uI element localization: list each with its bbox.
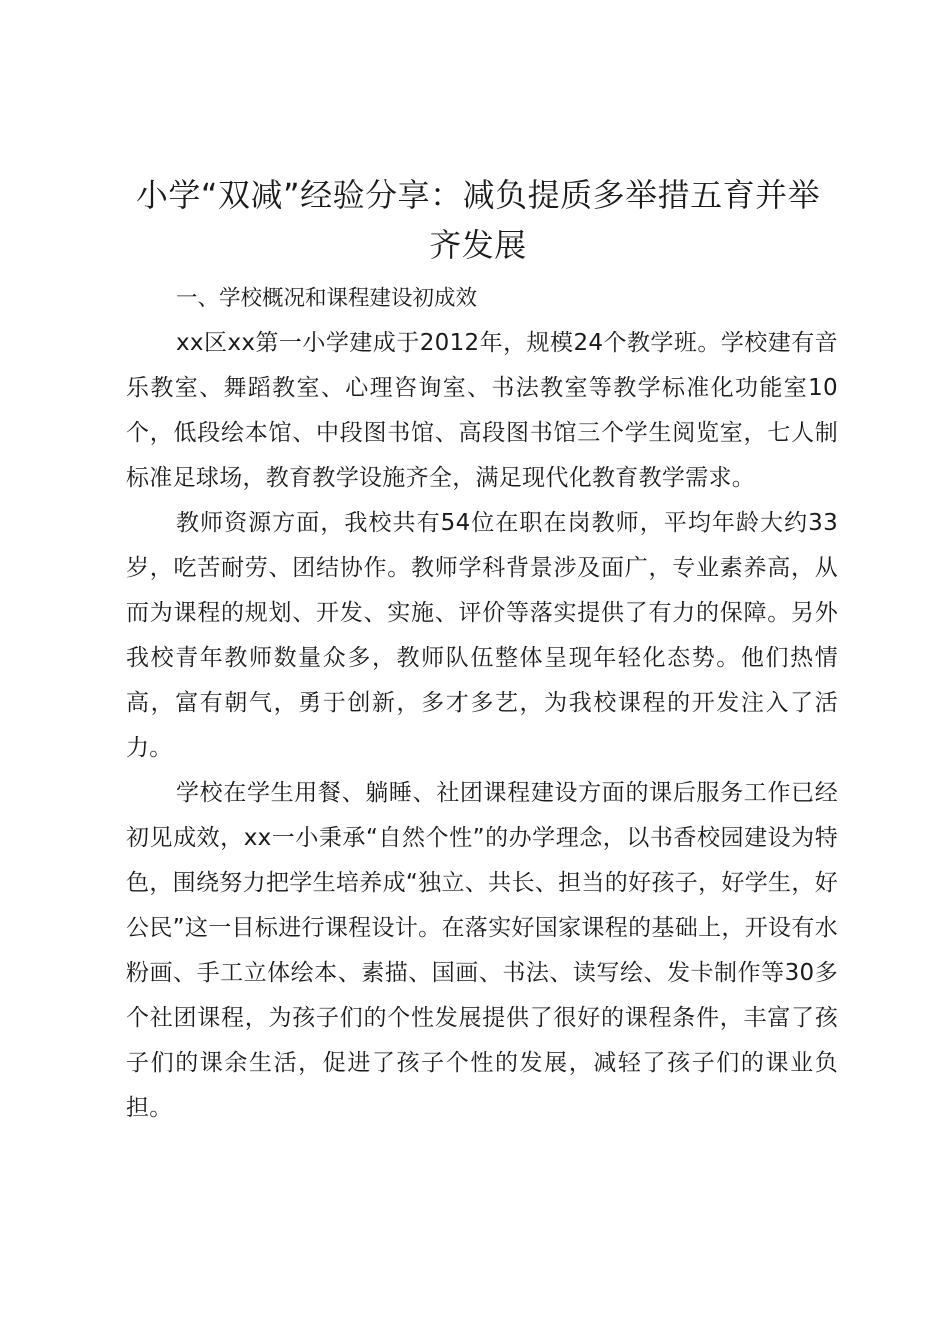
paragraph-school-overview: xx区xx第一小学建成于2012年，规模24个教学班。学校建有音乐教室、舞蹈教室、心理咨询室、书法教室等教学标准化功能室10个，低段绘本馆、中段图书馆、高段图书馆三个学生阅览室，七人制标准足球场，教育教学设施齐全，满足现代化教育教学需求。 xyxy=(126,330,838,491)
paragraph-teacher-resources: 教师资源方面，我校共有54位在职在岗教师，平均年龄大约33岁，吃苦耐劳、团结协作。教师学科背景涉及面广，专业素养高，从而为课程的规划、开发、实施、评价等落实提供了有力的保障。另外我校青年教师数量众多，教师队伍整体呈现年轻化态势。他们热情高，富有朝气，勇于创新，多才多艺，为我校课程的开发注入了活力。 xyxy=(126,510,838,761)
paragraph-after-school-services: 学校在学生用餐、躺睡、社团课程建设方面的课后服务工作已经初见成效，xx一小秉承“自然个性”的办学理念，以书香校园建设为特色，围绕努力把学生培养成“独立、共长、担当的好孩子，好学生，好公民”这一目标进行课程设计。在落实好国家课程的基础上，开设有水粉画、手工立体绘本、素描、国画、书法、读写绘、发卡制作等30多个社团课程，为孩子们的个性发展提供了很好的课程条件，丰富了孩子们的课余生活，促进了孩子个性的发展，减轻了孩子们的课业负担。 xyxy=(126,780,838,1121)
document-title: 小学“双减”经验分享：减负提质多举措五育并举齐发展 xyxy=(135,176,821,264)
document-body xyxy=(126,276,838,1131)
section-heading: 一、学校概况和课程建设初成效 xyxy=(176,286,478,311)
